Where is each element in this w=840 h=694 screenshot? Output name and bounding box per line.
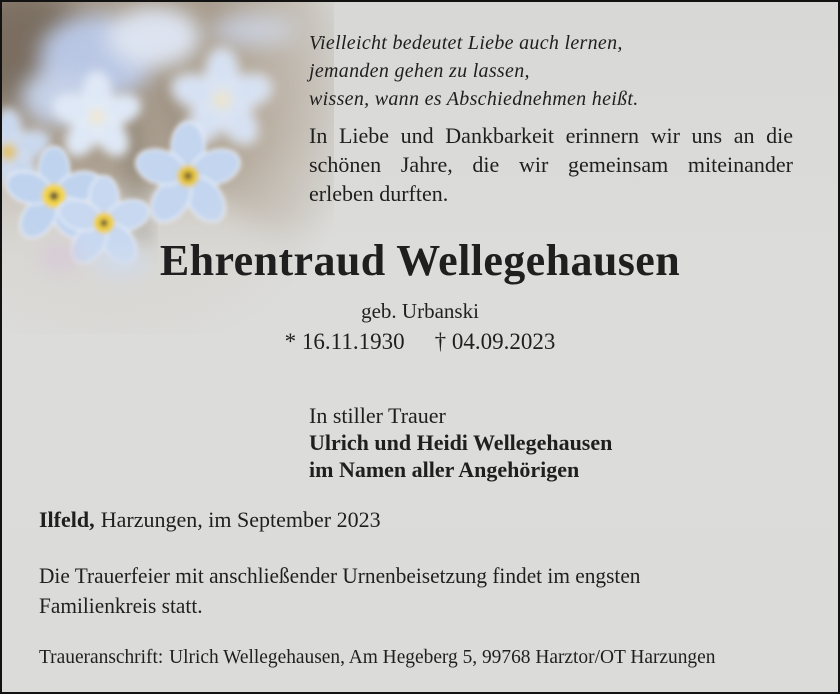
death-date: † 04.09.2023 [434, 329, 556, 354]
funeral-line: Die Trauerfeier mit anschließender Urnenbeisetzung findet im engsten [39, 563, 641, 588]
mourning-intro: In stiller Trauer [309, 403, 446, 428]
opening-verse [309, 29, 639, 113]
mourners: Ulrich und Heidi Wellegehausen [309, 430, 613, 455]
place-name: Ilfeld, [39, 507, 95, 532]
condolence-address [39, 646, 715, 669]
mourning-block [309, 402, 612, 483]
funeral-info [39, 561, 737, 621]
verse-line: jemanden gehen zu lassen, [309, 60, 530, 82]
deceased-name: Ehrentraud Wellegehausen [159, 236, 681, 285]
funeral-line: Familienkreis statt. [39, 593, 203, 618]
address-text: Ulrich Wellegehausen, Am Hegeberg 5, 99768 Harztor/OT Harzungen [169, 646, 716, 668]
verse-line: Vielleicht bedeutet Liebe auch lernen, [309, 32, 623, 54]
remembrance-line: In Liebe und Dankbarkeit erinnern wir uns an die [309, 123, 793, 148]
address-label: Traueranschrift: [39, 646, 164, 668]
maiden-name: geb. Urbanski [361, 299, 479, 323]
place-date-rest: Harzungen, im September 2023 [100, 507, 381, 532]
remembrance-text [309, 121, 793, 208]
life-dates [2, 329, 838, 355]
remembrance-line: schönen Jahre, die wir gemeinsam miteinander [309, 152, 793, 177]
place-date-line [39, 507, 381, 533]
mourners-suffix: im Namen aller Angehörigen [309, 457, 580, 482]
birth-date: * 16.11.1930 [284, 329, 405, 354]
remembrance-line: erleben durften. [309, 181, 449, 206]
verse-line: wissen, wann es Abschiednehmen heißt. [309, 88, 639, 110]
